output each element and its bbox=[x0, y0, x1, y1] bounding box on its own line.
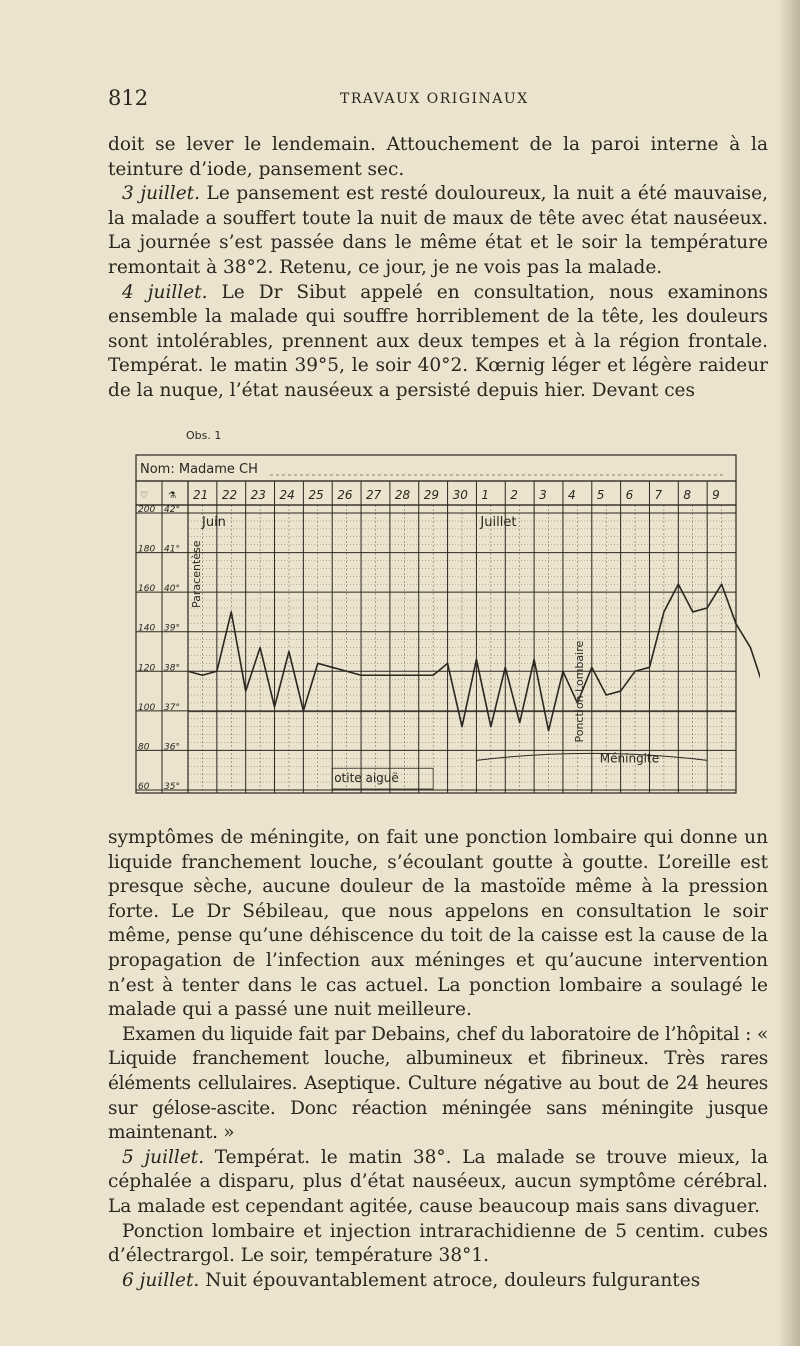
temperature-tick-label: 37° bbox=[164, 702, 180, 713]
day-label: 24 bbox=[279, 488, 295, 502]
paragraph-text: Le pansement est resté douloureux, la nuit a été mauvaise, la malade a souffert toute la nuit de maux de tête avec état nauséeux. La journée s’est passée dans le même état et le soir la température remontait à 38°2. Retenu, ce jour, je ne vois pas la malade. bbox=[108, 183, 768, 278]
temperature-tick-label: 35° bbox=[164, 782, 180, 792]
day-label: 23 bbox=[250, 488, 266, 502]
day-label: 7 bbox=[654, 488, 663, 502]
day-label: 28 bbox=[394, 488, 411, 502]
date-label: 3 juillet. bbox=[122, 183, 200, 205]
annotation-paracentese: Paracentèse bbox=[190, 540, 203, 608]
day-label: 27 bbox=[366, 488, 382, 502]
pulse-tick-label: 80 bbox=[138, 742, 150, 753]
day-label: 9 bbox=[712, 488, 720, 502]
temperature-tick-label: 38° bbox=[164, 663, 180, 674]
chart-frame bbox=[136, 505, 736, 793]
date-label: 4 juillet. bbox=[122, 281, 208, 303]
day-label: 26 bbox=[337, 488, 353, 502]
paragraph bbox=[108, 281, 768, 404]
pulse-tick-label: 200 bbox=[138, 505, 156, 515]
pulse-tick-label: 140 bbox=[138, 623, 156, 634]
day-label: 3 bbox=[539, 488, 547, 502]
temperature-tick-label: 39° bbox=[164, 623, 180, 634]
chart-title: Obs. 1 bbox=[186, 429, 222, 442]
day-label: 22 bbox=[221, 488, 238, 502]
page-edge-shadow bbox=[778, 0, 800, 1346]
pulse-icon: ♡ bbox=[140, 491, 149, 501]
date-label: 5 juillet. bbox=[122, 1146, 205, 1168]
patient-name-label: Nom: Madame CH bbox=[140, 462, 258, 477]
paragraph-text: symptômes de méningite, on fait une ponction lombaire qui donne un liquide franchement louche, s’écoulant goutte à goutte. L’oreille est presque sèche, aucune douleur de la mastoïde même à la pression forte. Le Dr Sébileau, que nous appelons en consultation le soir même, pense qu’une déhiscence du toit de la caisse est la cause de la propagation de l’infection aux méninges et qu’aucune intervention n’est à tenter dans le cas actuel. La ponction lombaire a soulagé le malade qui a passé une nuit meilleure. bbox=[108, 827, 768, 1021]
pulse-tick-label: 60 bbox=[138, 782, 150, 792]
paragraph-text: Examen du liquide fait par Debains, chef du laboratoire de l’hôpital : « Liquide franchement louche, albumineux et fibrineux. Très rares éléments cellulaires. Aseptique. Culture négative au bout de 24 heures sur gélose-ascite. Donc réaction méningée sans méningite jusque maintenant. » bbox=[108, 1023, 768, 1144]
temperature-tick-label: 36° bbox=[164, 742, 180, 753]
pulse-tick-label: 180 bbox=[138, 544, 156, 555]
paragraph bbox=[108, 1023, 768, 1146]
text-block-bottom bbox=[108, 826, 768, 1293]
pulse-tick-label: 160 bbox=[138, 584, 156, 595]
day-label: 2 bbox=[510, 488, 518, 502]
page-number: 812 bbox=[108, 86, 149, 110]
temperature-icon: ⚗ bbox=[168, 491, 177, 501]
paragraph bbox=[108, 1269, 768, 1294]
running-title: TRAVAUX ORIGINAUX bbox=[340, 91, 529, 107]
temperature-curve bbox=[188, 584, 760, 730]
annotation-meningite: Méningite bbox=[599, 751, 660, 766]
day-label: 30 bbox=[452, 488, 468, 502]
month-label-july: Juillet bbox=[480, 515, 517, 530]
day-label: 6 bbox=[625, 488, 634, 502]
paragraph bbox=[108, 182, 768, 280]
day-label: 8 bbox=[683, 488, 691, 502]
text-block-top bbox=[108, 133, 768, 404]
pulse-tick-label: 100 bbox=[138, 702, 156, 713]
day-label: 21 bbox=[193, 488, 209, 502]
paragraph bbox=[108, 826, 768, 1023]
temperature-chart bbox=[100, 425, 760, 825]
temperature-tick-label: 42° bbox=[164, 505, 180, 515]
paragraph-text: Nuit épouvantablement atroce, douleurs fulgurantes bbox=[199, 1269, 701, 1291]
pulse-tick-label: 120 bbox=[138, 663, 156, 674]
page-header bbox=[108, 86, 768, 110]
month-label-june: Juin bbox=[202, 515, 226, 530]
day-label: 25 bbox=[308, 488, 324, 502]
annotation-ponction: Ponction Lombaire bbox=[572, 640, 586, 743]
paragraph bbox=[108, 1220, 768, 1269]
temperature-tick-label: 40° bbox=[164, 584, 180, 595]
temperature-chart-svg bbox=[100, 425, 760, 825]
date-label: 6 juillet. bbox=[122, 1269, 200, 1291]
temperature-tick-label: 41° bbox=[164, 544, 180, 555]
day-label: 29 bbox=[423, 488, 440, 502]
annotation-otite: otite aiguë bbox=[334, 771, 399, 786]
paragraph bbox=[108, 133, 768, 182]
paragraph-text: Températ. le matin 38°. La malade se trouve mieux, la céphalée a disparu, plus d’état nauséeux, aucun symptôme cérébral. La malade est cependant agitée, cause beaucoup mais sans divaguer. bbox=[108, 1146, 768, 1217]
day-label: 5 bbox=[596, 488, 605, 502]
paragraph bbox=[108, 1146, 768, 1220]
day-label: 1 bbox=[481, 488, 490, 502]
paragraph-text: Le Dr Sibut appelé en consultation, nous examinons ensemble la malade qui souffre horriblement de la tête, les douleurs sont intolérables, prennent aux deux tempes et à la région frontale. Températ. le matin 39°5, le soir 40°2. Kœrnig léger et légère raideur de la nuque, l’état nauséeux a persisté depuis hier. Devant ces bbox=[108, 281, 768, 401]
paragraph-text: doit se lever le lendemain. Attouchement de la paroi interne à la teinture d’iode, pansement sec. bbox=[108, 134, 768, 180]
day-label: 4 bbox=[567, 488, 576, 502]
paragraph-text: Ponction lombaire et injection intrarachidienne de 5 centim. cubes d’électrargol. Le soir, température 38°1. bbox=[108, 1220, 768, 1267]
